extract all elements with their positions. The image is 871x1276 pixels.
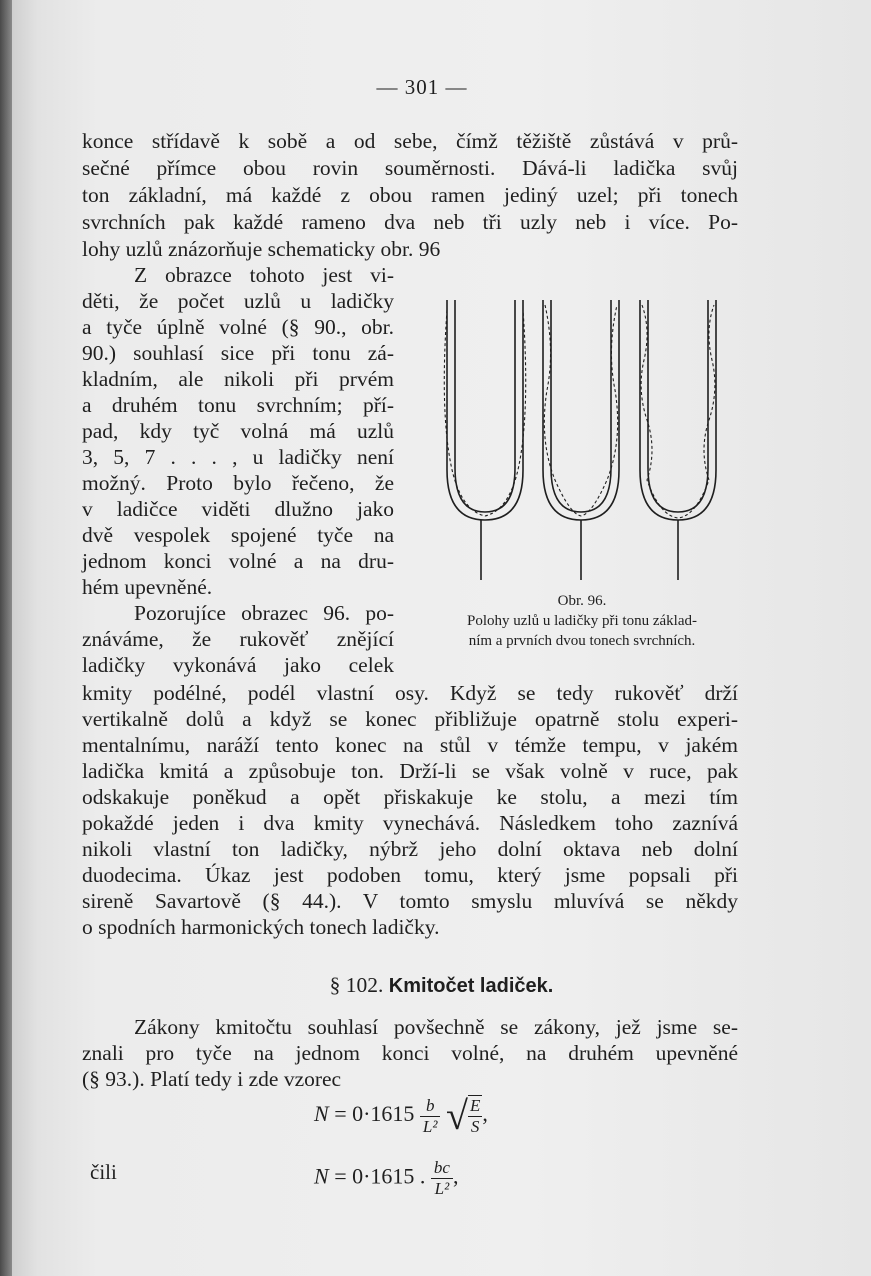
formula-fraction [420, 1096, 441, 1137]
radical-sign-icon: √ [445, 1093, 468, 1138]
text-line: lohy uzlů znázorňuje schematicky obr. 96 [82, 237, 441, 261]
text-line: možný. Proto bylo řečeno, že [82, 471, 394, 495]
formula-coefficient: = 0·1615 [328, 1101, 420, 1127]
text-line: dvě vespolek spojené tyče na [82, 523, 394, 547]
text-line: a tyče úplně volné (§ 90., obr. [82, 315, 394, 339]
text-line: znali pro tyče na jednom konci volné, na druhém upevněné [82, 1041, 738, 1065]
text-line: mentalnímu, naráží tento konec na stůl v témže tempu, v jakém [82, 733, 738, 757]
formula-2 [314, 1158, 458, 1199]
formula-lhs: N [314, 1163, 329, 1189]
text-line: konce střídavě k sobě a od sebe, čímž těžiště zůstává v prů- [82, 129, 738, 153]
text-line: vertikalně dolů a když se konec přibližuje opatrně stolu experi- [82, 707, 738, 731]
book-spine-shadow [0, 0, 12, 1276]
text-line: svrchních pak každé rameno dva neb tři uzly neb i více. Po- [82, 210, 738, 234]
formula-1 [314, 1095, 488, 1137]
section-heading [12, 973, 871, 998]
text-line: kladním, ale nikoli při prvém [82, 367, 394, 391]
page-number: — 301 — [376, 75, 468, 99]
text-line: Z obrazce tohoto jest vi- [134, 263, 394, 287]
fraction-denominator: L² [422, 1116, 438, 1136]
section-number: § 102. [329, 973, 384, 997]
text-line: jednom konci volné a na dru- [82, 549, 394, 573]
text-line: pokaždé jeden i dva kmity vynechává. Následkem toho zaznívá [82, 811, 738, 835]
fraction-denominator: L² [434, 1179, 450, 1198]
formula-fraction [431, 1158, 453, 1199]
text-line: Zákony kmitočtu souhlasí povšechně se zákony, jež jsme se- [134, 1015, 738, 1039]
formula-end: , [452, 1163, 459, 1189]
text-line: Pozorujíce obrazec 96. po- [134, 601, 394, 625]
text-line: 3, 5, 7 . . . , u ladičky není [82, 445, 394, 469]
book-page [12, 0, 871, 1276]
text-line: sečné přímce obou rovin souměrnosti. Dává-li ladička svůj [82, 156, 738, 180]
fraction-numerator: bc [431, 1158, 453, 1179]
radicand-numerator: E [469, 1096, 481, 1115]
cili-word: čili [90, 1160, 117, 1184]
text-line: o spodních harmonických tonech ladičky. [82, 915, 440, 939]
text-line: pad, kdy tyč volná má uzlů [82, 419, 394, 443]
text-line: odskakuje poněkud a opět přiskakuje ke stolu, a mezi tím [82, 785, 738, 809]
text-line: ladičky vykonává jako celek [82, 653, 394, 677]
fraction-numerator: b [420, 1096, 441, 1117]
text-line: znáváme, že rukověť znějící [82, 627, 394, 651]
section-title: Kmitočet ladiček. [388, 975, 554, 997]
formula-coefficient: = 0·1615 . [328, 1163, 431, 1189]
text-line: hém upevněné. [82, 575, 213, 599]
formula-lhs: N [314, 1101, 329, 1127]
text-line: kmity podélné, podél vlastní osy. Když se tedy rukověť drží [82, 681, 738, 705]
text-line: a druhém tonu svrchním; pří- [82, 393, 394, 417]
radicand [468, 1095, 482, 1137]
text-line: v ladičce viděti dlužno jako [82, 497, 394, 521]
text-line: děti, že počet uzlů u ladičky [82, 289, 394, 313]
text-line: ton základní, má každé z obou ramen jediný uzel; při tonech [82, 183, 738, 207]
text-line: sireně Savartově (§ 44.). V tomto smyslu mluvívá se někdy [82, 889, 738, 913]
figure-caption-line: ním a prvních dvou tonech svrchních. [468, 633, 696, 649]
text-line: (§ 93.). Platí tedy i zde vzorec [82, 1067, 342, 1091]
figure-label: Obr. 96. [557, 593, 607, 609]
radicand-denominator: S [470, 1117, 480, 1136]
figure-96-tuning-forks [425, 280, 745, 585]
figure-caption-line: Polohy uzlů u ladičky při tonu základ- [467, 613, 697, 629]
text-line: 90.) souhlasí sice při tonu zá- [82, 341, 394, 365]
formula-square-root [446, 1095, 482, 1137]
text-line: duodecima. Úkaz jest podoben tomu, který jsme popsali při [82, 863, 738, 887]
text-line: ladička kmitá a způsobuje ton. Drží-li se však volně v ruce, pak [82, 759, 738, 783]
formula-end: , [482, 1101, 488, 1127]
text-line: nikoli vlastní ton ladičky, nýbrž jeho dolní oktava neb dolní [82, 837, 738, 861]
